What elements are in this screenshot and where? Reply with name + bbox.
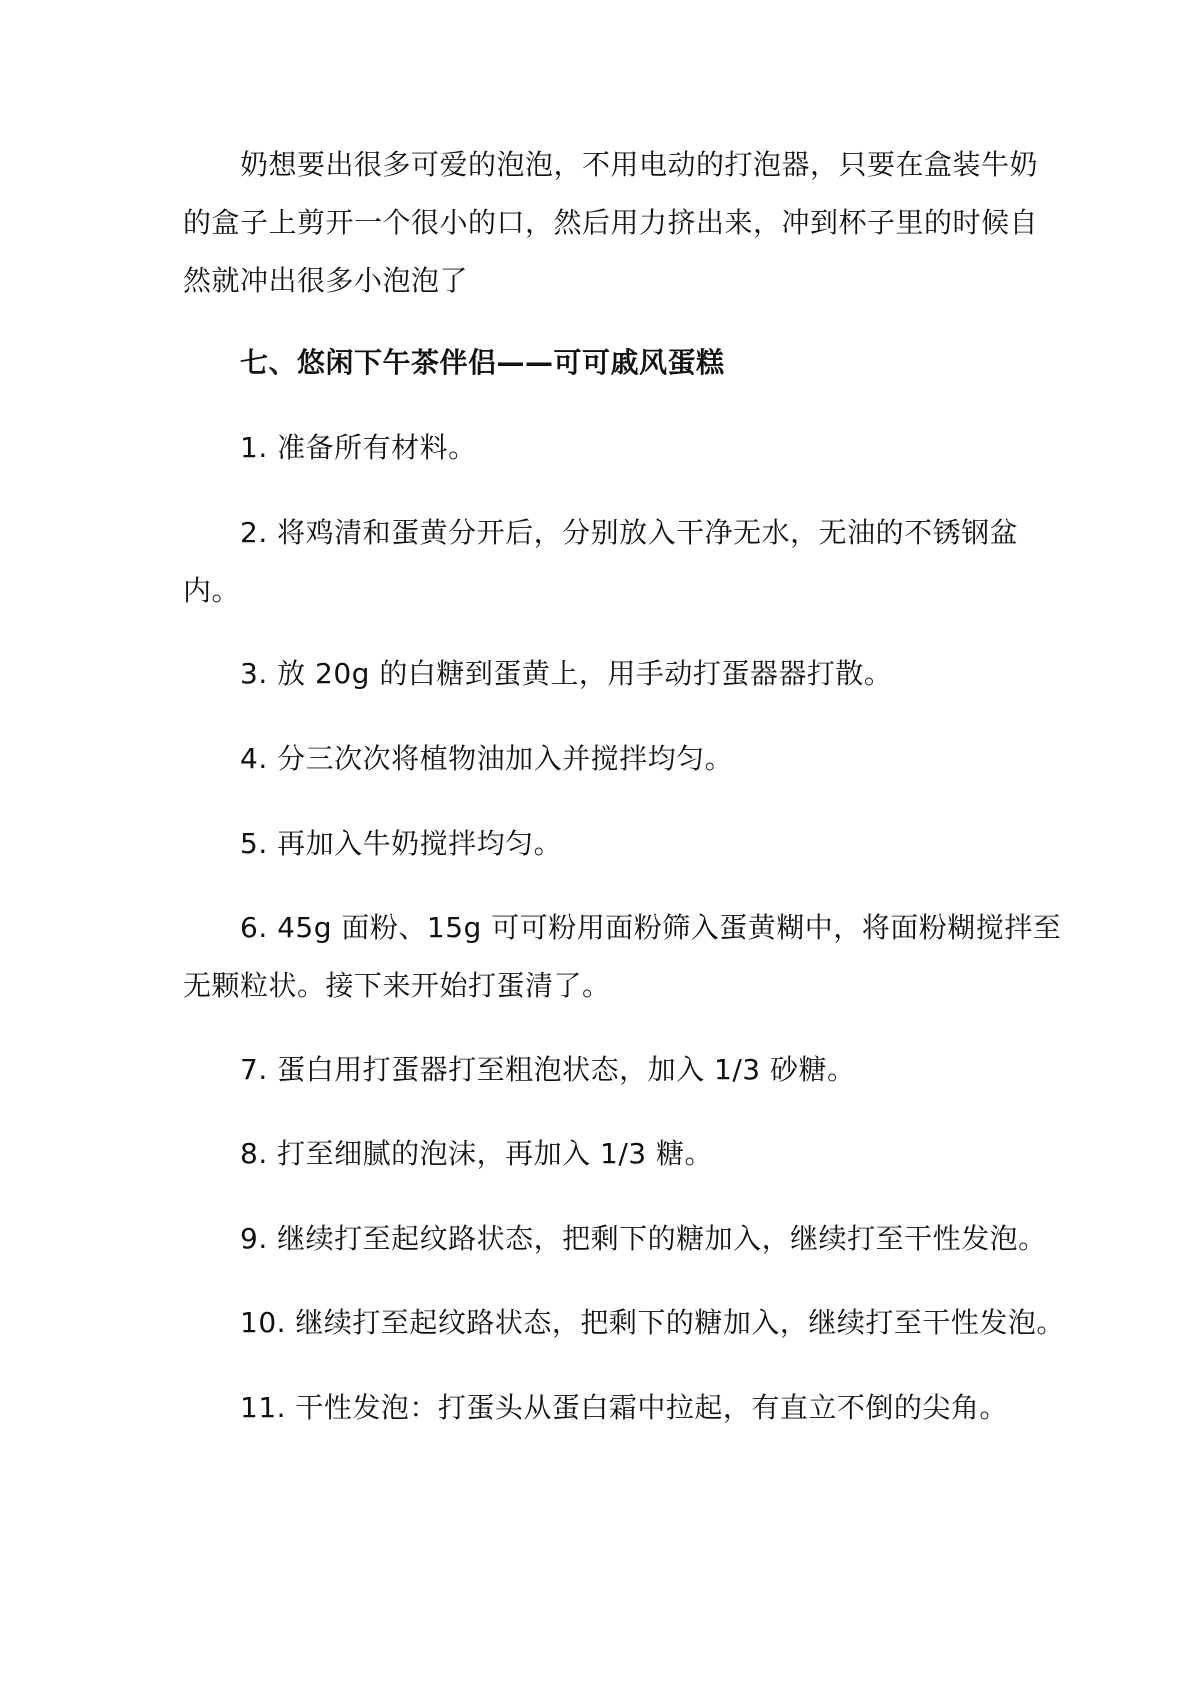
intro-paragraph-line-1: 奶想要出很多可爱的泡泡，不用电动的打泡器，只要在盒装牛奶 (240, 148, 1039, 181)
intro-paragraph-line-3: 然就冲出很多小泡泡了 (183, 264, 469, 297)
step-6-line-1: 6. 45g 面粉、15g 可可粉用面粉筛入蛋黄糊中，将面粉糊搅拌至 (240, 911, 1062, 944)
step-6-line-2: 无颗粒状。接下来开始打蛋清了。 (183, 969, 611, 1002)
intro-paragraph-line-2: 的盒子上剪开一个很小的口，然后用力挤出来，冲到杯子里的时候自 (183, 206, 1039, 239)
section-title: 七、悠闲下午茶伴侣——可可戚风蛋糕 (240, 346, 725, 379)
step-11: 11. 干性发泡：打蛋头从蛋白霜中拉起，有直立不倒的尖角。 (240, 1391, 1008, 1424)
step-9: 9. 继续打至起纹路状态，把剩下的糖加入，继续打至干性发泡。 (240, 1222, 1047, 1255)
step-7: 7. 蛋白用打蛋器打至粗泡状态，加入 1/3 砂糖。 (240, 1053, 856, 1086)
step-1: 1. 准备所有材料。 (240, 431, 477, 464)
step-3: 3. 放 20g 的白糖到蛋黄上，用手动打蛋器器打散。 (240, 657, 893, 690)
step-4: 4. 分三次次将植物油加入并搅拌均匀。 (240, 742, 734, 775)
step-2-line-2: 内。 (183, 574, 241, 607)
step-5: 5. 再加入牛奶搅拌均匀。 (240, 827, 563, 860)
step-2-line-1: 2. 将鸡清和蛋黄分开后，分别放入干净无水，无油的不锈钢盆 (240, 516, 1019, 549)
step-8: 8. 打至细腻的泡沫，再加入 1/3 糖。 (240, 1137, 713, 1170)
step-10: 10. 继续打至起纹路状态，把剩下的糖加入，继续打至干性发泡。 (240, 1306, 1065, 1339)
